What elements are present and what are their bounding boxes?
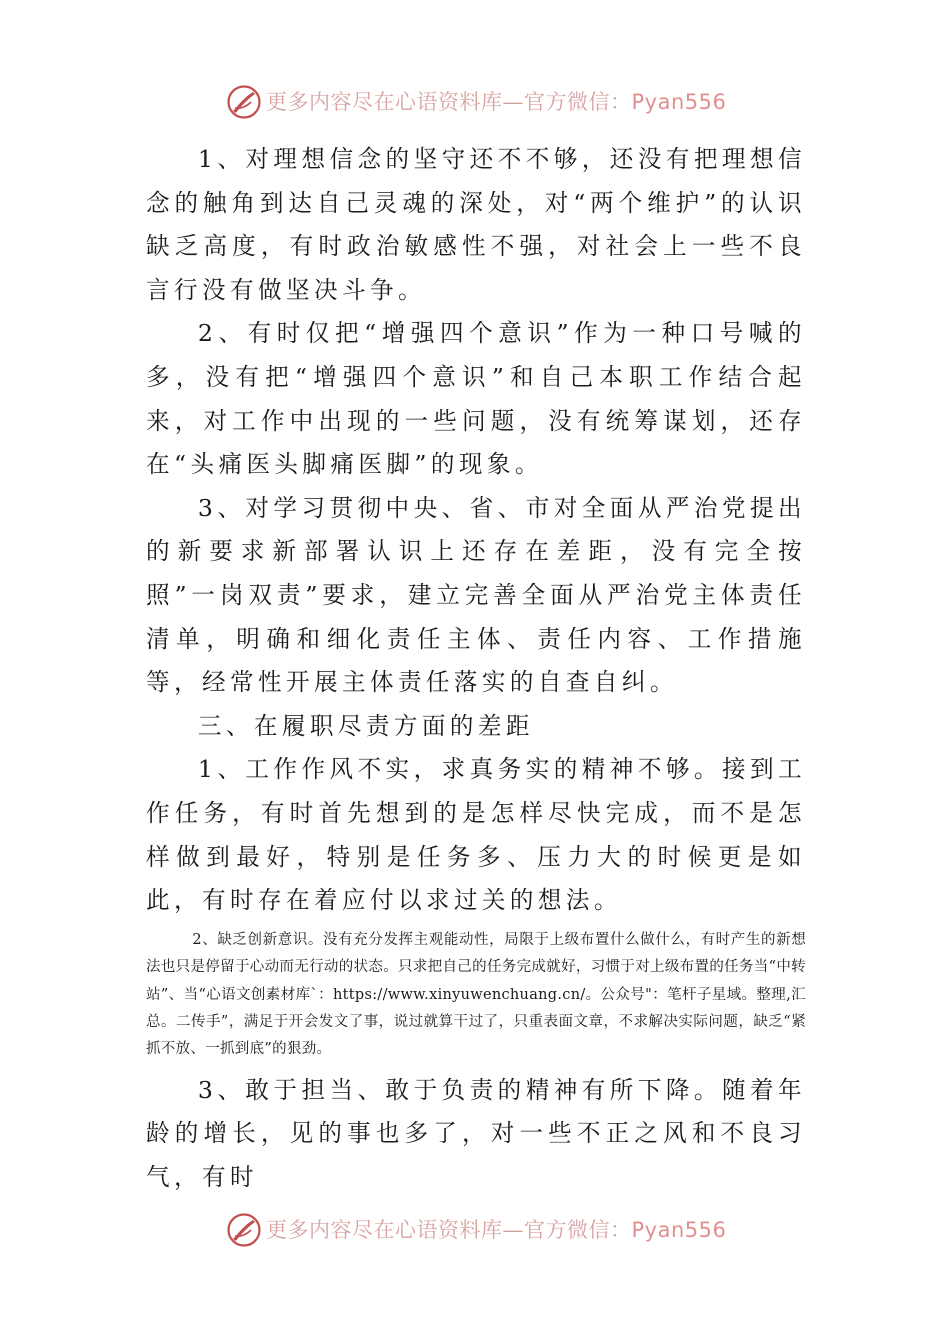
document-body <box>146 138 806 1200</box>
footer-banner <box>0 1210 950 1250</box>
paragraph-1: 1、对理想信念的坚守还不不够，还没有把理想信念的触角到达自己灵魂的深处，对“两个维护”的认识缺乏高度，有时政治敏感性不强，对社会上一些不良言行没有做坚决斗争。 <box>146 145 806 304</box>
paragraph-5-small: 2、缺乏创新意识。没有充分发挥主观能动性，局限于上级布置什么做什么，有时产生的新想法也只是停留于心动而无行动的状态。只求把自己的任务完成就好，习惯于对上级布置的任务当“中转站”、当“心语文创素材库`：https://www.xinyuwenchuang.cn/。公众号"：笔杆子星域。整理,汇总。二传手”，满足于开会发文了事，说过就算干过了，只重表面文章，不求解决实际问题，缺乏“紧抓不放、一抓到底”的狠劲。 <box>146 931 806 1058</box>
banner-wechat-id: Pyan556 <box>631 90 727 114</box>
banner-lead: 更多内容尽在心语资料库—官方微信： <box>266 90 632 114</box>
banner-text <box>266 88 726 116</box>
pen-logo-icon <box>226 1212 262 1248</box>
paragraph-4: 1、工作作风不实，求真务实的精神不够。接到工作任务，有时首先想到的是怎样尽快完成，而不是怎样做到最好，特别是任务多、压力大的时候更是如此，有时存在着应付以求过关的想法。 <box>146 755 806 915</box>
section-heading-3: 三、在履职尽责方面的差距 <box>197 711 534 740</box>
banner-lead: 更多内容尽在心语资料库—官方微信： <box>266 1218 632 1242</box>
banner-text <box>266 1216 726 1244</box>
header-banner <box>0 82 950 122</box>
paragraph-2: 2、有时仅把“增强四个意识”作为一种口号喊的多，没有把“增强四个意识”和自己本职工作结合起来，对工作中出现的一些问题，没有统筹谋划，还存在“头痛医头脚痛医脚”的现象。 <box>146 319 806 479</box>
pen-logo-icon <box>226 84 262 120</box>
paragraph-3: 3、对学习贯彻中央、省、市对全面从严治党提出的新要求新部署认识上还存在差距，没有完全按照”一岗双责”要求，建立完善全面从严治党主体责任清单，明确和细化责任主体、责任内容、工作措施等，经常性开展主体责任落实的自查自纠。 <box>146 493 806 697</box>
banner-wechat-id: Pyan556 <box>631 1218 727 1242</box>
paragraph-6: 3、敢于担当、敢于负责的精神有所下降。随着年龄的增长，见的事也多了，对一些不正之风和不良习气，有时 <box>146 1075 806 1191</box>
